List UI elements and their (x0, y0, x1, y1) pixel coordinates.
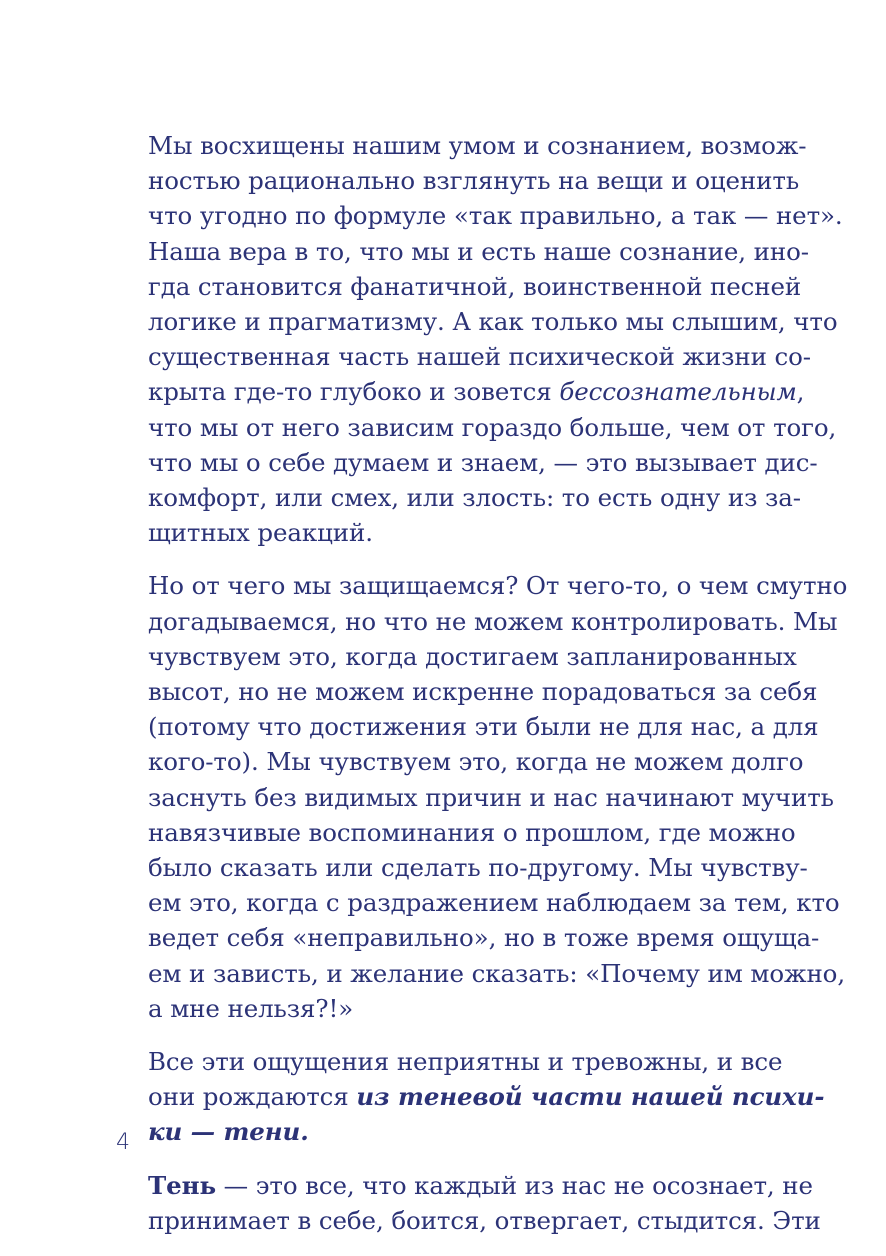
text-run: — это все, что каждый из нас не осознает, не (215, 1170, 813, 1200)
paragraph-2 (148, 568, 848, 1026)
text-run: они рождаются (148, 1082, 357, 1112)
text-line: Все эти ощущения неприятны и тревожны, и все (148, 1047, 783, 1077)
text-line (148, 1168, 813, 1203)
page-number: 4 (116, 1130, 130, 1155)
text-line: навязчивые воспоминания о прошлом, где можно (148, 817, 796, 847)
text-line: догадываемся, но что не можем контролировать. Мы (148, 606, 838, 636)
text-line: было сказать или сделать по-другому. Мы чувству- (148, 853, 808, 883)
text-line: высот, но не можем искренне порадоваться за себя (148, 677, 818, 707)
text-line (148, 374, 805, 409)
text-run: , (796, 377, 805, 407)
text-line: что угодно по формуле «так правильно, а так — нет». (148, 201, 843, 231)
text-line: заснуть без видимых причин и нас начинают мучить (148, 782, 834, 812)
italic-term: бессознательным (559, 377, 797, 407)
text-run: крыта где-то глубоко и зовется (148, 377, 560, 407)
text-line: а мне нельзя?!» (148, 993, 354, 1023)
text-line: что мы от него зависим гораздо больше, чем от того, (148, 412, 837, 442)
paragraph-4 (148, 1168, 821, 1238)
text-line: Наша вера в то, что мы и есть наше сознание, ино- (148, 236, 809, 266)
text-line: ем и зависть, и желание сказать: «Почему им можно, (148, 958, 846, 988)
text-line: ведет себя «неправильно», но в тоже время ощуща- (148, 923, 820, 953)
emphasis-phrase: из теневой части нашей психи- (356, 1082, 825, 1112)
text-line: Но от чего мы защищаемся? От чего-то, о чем смутно (148, 571, 848, 601)
text-line: чувствуем это, когда достигаем запланированных (148, 641, 797, 671)
text-line: ностью рационально взглянуть на вещи и оценить (148, 166, 800, 196)
text-line: (потому что достижения эти были не для нас, а для (148, 712, 819, 742)
bold-term: Тень (148, 1170, 216, 1200)
text-line: существенная часть нашей психической жизни со- (148, 342, 811, 372)
text-line (148, 1079, 825, 1114)
emphasis-phrase: ки — тени. (148, 1117, 309, 1147)
paragraph-3 (148, 1044, 825, 1150)
text-line: гда становится фанатичной, воинственной песней (148, 271, 802, 301)
paragraph-1 (148, 128, 843, 550)
text-line: комфорт, или смех, или злость: то есть одну из за- (148, 483, 801, 513)
text-line: что мы о себе думаем и знаем, — это вызывает дис- (148, 447, 818, 477)
text-line: кого-то). Мы чувствуем это, когда не можем долго (148, 747, 804, 777)
text-line: Мы восхищены нашим умом и сознанием, возмож- (148, 131, 807, 160)
main-text (148, 128, 848, 1256)
text-line: щитных реакций. (148, 518, 373, 548)
text-line: логике и прагматизму. А как только мы слышим, что (148, 307, 838, 337)
text-line: ем это, когда с раздражением наблюдаем за тем, кто (148, 888, 840, 918)
text-line (148, 1114, 780, 1149)
text-line: принимает в себе, боится, отвергает, стыдится. Эти (148, 1205, 821, 1235)
